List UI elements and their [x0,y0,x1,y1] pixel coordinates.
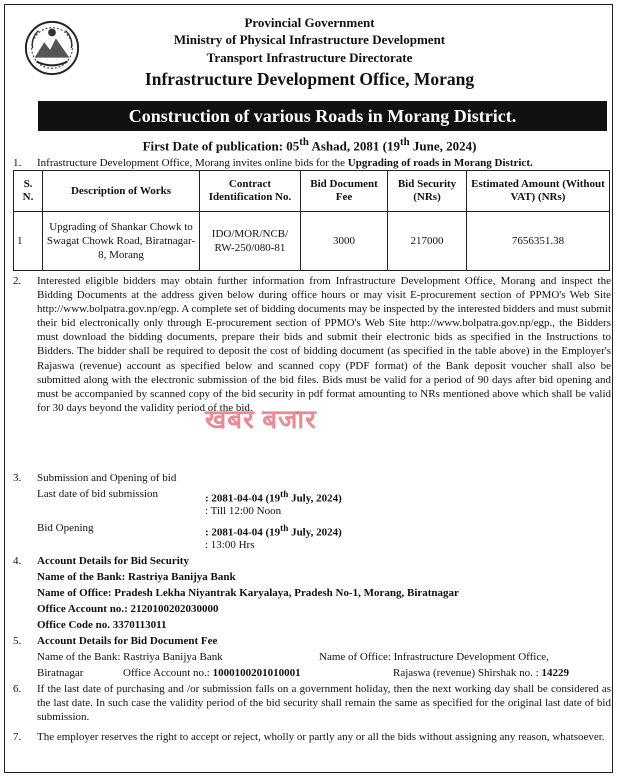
cell-description: Upgrading of Shankar Chowk to Swagat Chowk Road, Biratnagar-8, Morang [43,212,200,271]
col-bid-security: Bid Security (NRs) [388,171,467,212]
last-submission-label: Last date of bid submission [37,488,158,500]
security-office-name: Name of Office: Pradesh Lekha Niyantrak Karyalaya, Pradesh No-1, Morang, Biratnagar [37,587,459,599]
publication-date: First Date of publication: 05th Ashad, 2081 (19th June, 2024) [142,136,477,154]
security-office-code: Office Code no. 3370113011 [37,619,167,631]
col-description: Description of Works [43,171,200,212]
header-office: Infrastructure Development Office, Morang [144,69,475,89]
item-2-text: Interested eligible bidders may obtain further information from Infrastructure Development Office, Morang and inspect the Bidding Documents at the address given below during office hours or may visit E-procurement section of PPMO's Web Site http://www.bolpatra.gov.np/egp. A complete set of bidding documents may be inspected by the interested bidders and must submit their bid electronically only through E-procurement section of PPMO's Web Site http://www.bolpatra.gov.np/egp., the Bidders must download the bidding documents, prepare their bids and submit their electronic bids as specified in the Instructions to Bidders. The bidder shall be required to deposit the cost of bidding document (as specified in the table above) in the Employer's Rajaswa (revenue) account as specified below and scanned copy (PDF format) of the Bank deposit voucher shall also be submitted along with the electronic submission of the bid files. Bids must be valid for a period of 90 days after bid opening and must be accompanied by scanned copy of the bid security in pdf format amounting to NRs mentioned above which shall be valid for 30 days beyond the validity period of the bid. [37,275,611,414]
col-doc-fee: Bid Document Fee [301,171,388,212]
cell-bid-security: 217000 [388,212,467,271]
table-row [14,212,610,271]
item-4-number: 4. [13,555,22,567]
last-submission-date: : 2081-04-04 (19th July, 2024) [205,489,342,505]
item-5-title: Account Details for Bid Document Fee [37,635,218,647]
security-account-no: Office Account no.: 2120100202030000 [37,603,219,615]
bid-opening-label: Bid Opening [37,522,94,534]
table-header-row [14,171,610,212]
item-1-text: Infrastructure Development Office, Morang invites online bids for the Upgrading of roads in Morang District. [37,157,533,169]
item-4-title: Account Details for Bid Security [37,555,189,567]
bid-opening-time: : 13:00 Hrs [205,539,255,551]
last-submission-time: : Till 12:00 Noon [205,505,282,517]
cell-estimated-amount: 7656351.38 [467,212,610,271]
header-directorate: Transport Infrastructure Directorate [206,50,413,65]
fee-rajaswa-no: Rajaswa (revenue) Shirshak no. : 14229 [393,667,569,679]
watermark: खबर बजार [205,405,317,434]
col-estimated-amount: Estimated Amount (Without VAT) (NRs) [467,171,610,212]
cell-sn: 1 [14,212,43,271]
item-5-number: 5. [13,635,22,647]
header-ministry: Ministry of Physical Infrastructure Development [173,32,446,47]
bid-table [13,170,610,271]
fee-account-no: Office Account no.: 1000100201010001 [123,667,301,679]
fee-bank-name: Name of the Bank: Rastriya Banijya Bank [37,651,223,663]
cell-doc-fee: 3000 [301,212,388,271]
col-sn: S. N. [14,171,43,212]
cell-contract-id: IDO/MOR/NCB/ RW-250/080-81 [200,212,301,271]
tender-notice [4,4,613,773]
fee-office-name: Name of Office: Infrastructure Development Office, [319,651,549,663]
col-contract-id: Contract Identification No. [200,171,301,212]
item-6-number: 6. [13,683,22,695]
item-7-number: 7. [13,731,22,743]
item-6-text: If the last date of purchasing and /or submission falls on a government holiday, then the next working day shall be considered as the last date. In such case the validity period of the bid security shall remain the same as specified for the original last date of bid submission. [37,683,611,724]
notice-title-banner: Construction of various Roads in Morang District. [38,101,607,131]
item-2-number: 2. [13,275,22,287]
header-provincial-government: Provincial Government [244,15,375,30]
bid-opening-date: : 2081-04-04 (19th July, 2024) [205,523,342,539]
item-7-text: The employer reserves the right to accept or reject, wholly or partly any or all the bids without assigning any reason, whatsoever. [37,731,605,743]
item-3-number: 3. [13,472,22,484]
item-3-title: Submission and Opening of bid [37,472,177,484]
fee-office-city: Biratnagar [37,667,84,679]
item-1-number: 1. [13,157,22,169]
security-bank-name: Name of the Bank: Rastriya Banijya Bank [37,571,236,583]
